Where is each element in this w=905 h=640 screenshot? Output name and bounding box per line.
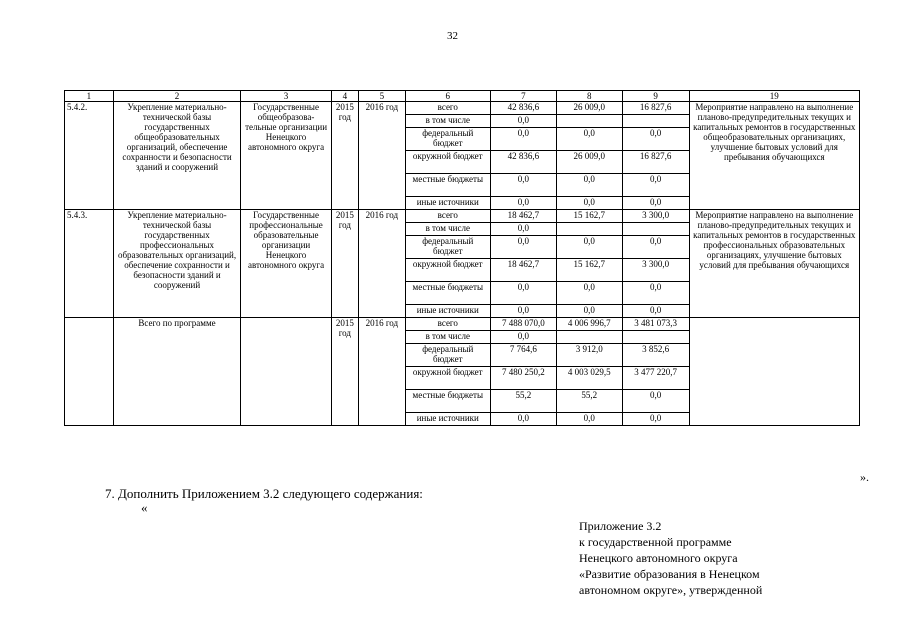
amount-total: 0,0	[490, 236, 556, 259]
appendix-heading	[579, 518, 762, 598]
item-name: Укрепление материально-технической базы государственных общеобразовательных организаций, обеспечение сохранности и безопасности зданий и сооружений	[113, 102, 241, 210]
amount-2016: 0,0	[622, 174, 689, 197]
end-year: 2016 год	[359, 210, 406, 318]
amount-2015: 3 912,0	[556, 344, 622, 367]
column-header: 6	[405, 91, 490, 102]
funding-source: всего	[405, 102, 490, 115]
start-year: 2015 год	[331, 210, 358, 318]
amount-2015: 0,0	[556, 128, 622, 151]
amount-2015: 0,0	[556, 174, 622, 197]
column-header: 9	[622, 91, 689, 102]
funding-source: федеральный бюджет	[405, 236, 490, 259]
amount-2016	[622, 331, 689, 344]
funding-source: всего	[405, 210, 490, 223]
amount-2016: 0,0	[622, 305, 689, 318]
amount-2015	[556, 223, 622, 236]
end-year: 2016 год	[359, 318, 406, 426]
item-result: Мероприятие направлено на выполнение планово-предупредительных текущих и капитальных ремонтов в государственных профессиональных образовательных организациях, улучшение бытовых условий для пребывания обучающихся	[689, 210, 859, 318]
column-header: 7	[490, 91, 556, 102]
column-header: 5	[359, 91, 406, 102]
amount-2016: 0,0	[622, 128, 689, 151]
total-label: Всего по программе	[113, 318, 241, 426]
amount-total: 0,0	[490, 282, 556, 305]
amount-total: 55,2	[490, 390, 556, 413]
column-header: 8	[556, 91, 622, 102]
amount-2015: 26 009,0	[556, 102, 622, 115]
appendix-line: «Развитие образования в Ненецком	[579, 567, 760, 581]
executor-cell	[241, 318, 331, 426]
amount-total: 18 462,7	[490, 259, 556, 282]
start-year: 2015 год	[331, 102, 358, 210]
funding-source: окружной бюджет	[405, 259, 490, 282]
funding-source: окружной бюджет	[405, 151, 490, 174]
item-code: 5.4.2.	[65, 102, 114, 210]
amount-2015: 0,0	[556, 413, 622, 426]
table-row	[65, 102, 860, 115]
funding-source: местные бюджеты	[405, 282, 490, 305]
opening-quote: «	[141, 500, 148, 515]
amount-total: 0,0	[490, 128, 556, 151]
item-name: Укрепление материально-технической базы государственных профессиональных образовательных организаций, обеспечение сохранности и безопасности зданий и сооружений	[113, 210, 241, 318]
program-table	[64, 90, 860, 426]
funding-source: федеральный бюджет	[405, 344, 490, 367]
funding-source: местные бюджеты	[405, 390, 490, 413]
amount-2015: 4 006 996,7	[556, 318, 622, 331]
funding-source: федеральный бюджет	[405, 128, 490, 151]
funding-source: всего	[405, 318, 490, 331]
result-cell	[689, 318, 859, 426]
amount-total: 7 764,6	[490, 344, 556, 367]
amount-2015: 26 009,0	[556, 151, 622, 174]
column-header: 2	[113, 91, 241, 102]
funding-source: иные источники	[405, 413, 490, 426]
amount-2016	[622, 115, 689, 128]
table-row	[65, 318, 860, 331]
appendix-line: к государственной программе	[579, 535, 732, 549]
item-result: Мероприятие направлено на выполнение планово-предупредительных текущих и капитальных ремонтов в государственных общеобразовательных организациях, улучшение бытовых условий для пребывания обучающихся	[689, 102, 859, 210]
funding-source: в том числе	[405, 115, 490, 128]
item-executor: Государственные профессиональные образовательные организации Ненецкого автономного округа	[241, 210, 331, 318]
funding-source: в том числе	[405, 223, 490, 236]
amount-2016: 16 827,6	[622, 102, 689, 115]
amount-total: 7 480 250,2	[490, 367, 556, 390]
amount-2015: 0,0	[556, 282, 622, 305]
table-row	[65, 210, 860, 223]
amount-2016: 3 481 073,3	[622, 318, 689, 331]
amount-total: 0,0	[490, 413, 556, 426]
amount-total: 7 488 070,0	[490, 318, 556, 331]
end-year: 2016 год	[359, 102, 406, 210]
funding-source: иные источники	[405, 197, 490, 210]
column-header: 4	[331, 91, 358, 102]
amount-2016: 3 300,0	[622, 210, 689, 223]
amount-2016: 3 852,6	[622, 344, 689, 367]
amount-2015: 55,2	[556, 390, 622, 413]
start-year: 2015 год	[331, 318, 358, 426]
item-executor: Государственные общеобразова-тельные организации Ненецкого автономного округа	[241, 102, 331, 210]
amount-2015: 0,0	[556, 197, 622, 210]
amount-2015: 4 003 029,5	[556, 367, 622, 390]
amount-total: 0,0	[490, 115, 556, 128]
funding-source: местные бюджеты	[405, 174, 490, 197]
amount-total: 0,0	[490, 223, 556, 236]
column-header: 3	[241, 91, 331, 102]
amount-2015: 15 162,7	[556, 259, 622, 282]
funding-source: окружной бюджет	[405, 367, 490, 390]
amount-2016: 0,0	[622, 236, 689, 259]
amount-total: 42 836,6	[490, 102, 556, 115]
page-number: 32	[447, 30, 458, 42]
funding-source: иные источники	[405, 305, 490, 318]
item-code: 5.4.3.	[65, 210, 114, 318]
amount-2015: 0,0	[556, 236, 622, 259]
appendix-line: автономном округе», утвержденной	[579, 583, 763, 597]
amount-2016: 3 300,0	[622, 259, 689, 282]
column-header: 19	[689, 91, 859, 102]
amount-2016: 3 477 220,7	[622, 367, 689, 390]
appendix-line: Ненецкого автономного округа	[579, 551, 738, 565]
amount-2016: 0,0	[622, 390, 689, 413]
amount-total: 0,0	[490, 174, 556, 197]
amount-2016: 0,0	[622, 197, 689, 210]
closing-quote: ».	[860, 470, 869, 484]
item-7-text: 7. Дополнить Приложением 3.2 следующего содержания:	[105, 486, 423, 501]
amount-total: 0,0	[490, 197, 556, 210]
amount-2016: 0,0	[622, 413, 689, 426]
amount-2015: 15 162,7	[556, 210, 622, 223]
amount-total: 42 836,6	[490, 151, 556, 174]
amount-2015: 0,0	[556, 305, 622, 318]
column-header: 1	[65, 91, 114, 102]
amount-2016: 16 827,6	[622, 151, 689, 174]
funding-source: в том числе	[405, 331, 490, 344]
amount-total: 0,0	[490, 331, 556, 344]
amount-2015	[556, 331, 622, 344]
appendix-line: Приложение 3.2	[579, 519, 662, 533]
amount-total: 0,0	[490, 305, 556, 318]
amount-total: 18 462,7	[490, 210, 556, 223]
amount-2016: 0,0	[622, 282, 689, 305]
amount-2015	[556, 115, 622, 128]
code-cell	[65, 318, 114, 426]
amount-2016	[622, 223, 689, 236]
header-row	[65, 91, 860, 102]
